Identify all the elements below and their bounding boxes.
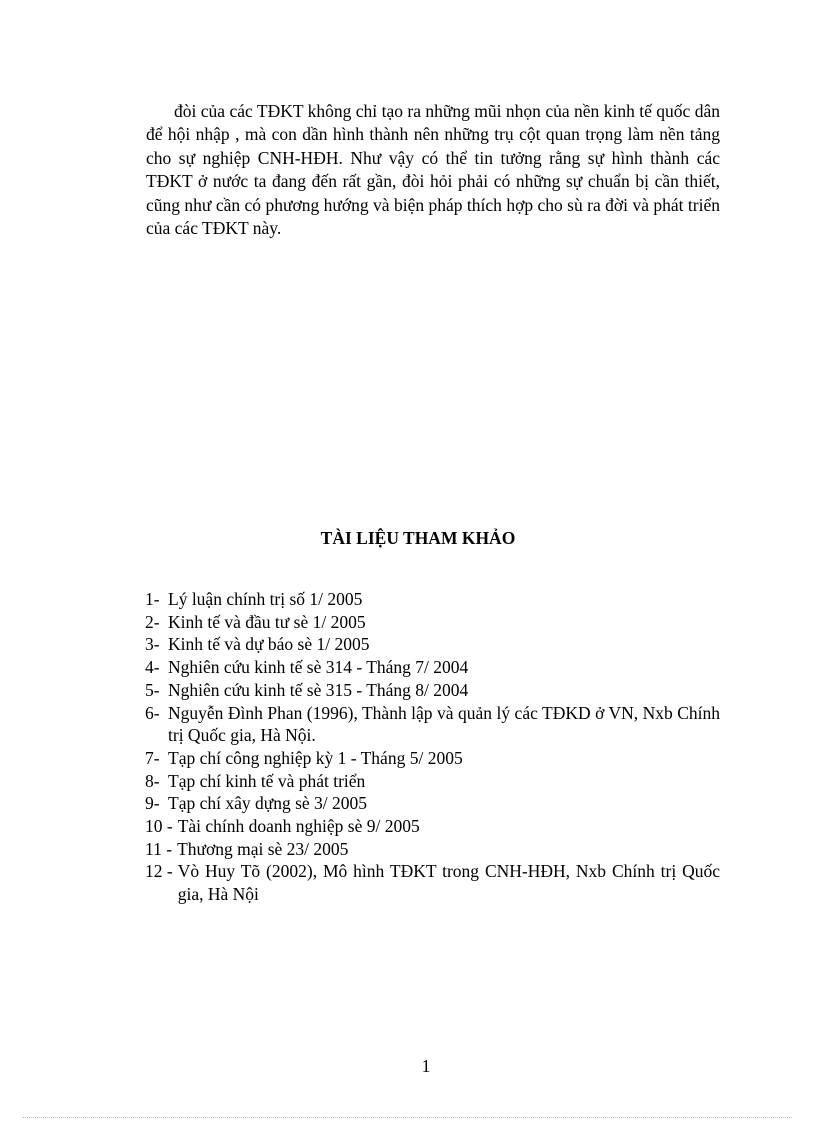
reference-number: 9- [145, 793, 160, 814]
references-title: TÀI LIỆU THAM KHẢO [320, 528, 516, 548]
references-list [145, 588, 720, 906]
reference-number: 3- [145, 634, 160, 655]
list-item [145, 611, 720, 634]
list-item [145, 770, 720, 793]
body-paragraph: đòi của các TĐKT không chỉ tạo ra những mũi nhọn của nền kinh tế quốc dân để hội nhập , mà con dần hình thành nên những trụ cột quan trọng làm nền tảng cho sự nghiệp CNH-HĐH. Như vậy có thể tin tưởng rằng sự hình thành các TĐKT ở nước ta đang đến rất gần, đòi hỏi phải có những sự chuẩn bị cần thiết, cũng như cần có phương hướng và biện pháp thích hợp cho sù ra đời và phát triển của các TĐKT này. [146, 101, 720, 239]
list-item [145, 860, 720, 905]
list-item [145, 747, 720, 770]
reference-number: 11 - [145, 838, 173, 859]
reference-number: 8- [145, 770, 160, 791]
reference-number: 2- [145, 611, 160, 632]
reference-text: Tạp chí xây dựng sè 3/ 2005 [168, 793, 368, 814]
reference-text: Tạp chí kinh tế và phát triển [168, 770, 366, 791]
list-item [145, 702, 720, 747]
reference-text: Nguyễn Đình Phan (1996), Thành lập và quản lý các TĐKD ở VN, Nxb Chính trị Quốc gia, Hà Nội. [168, 702, 720, 746]
reference-text: Tài chính doanh nghiệp sè 9/ 2005 [177, 816, 420, 837]
reference-number: 7- [145, 747, 160, 768]
reference-text: Nghiên cứu kinh tế sè 314 - Tháng 7/ 2004 [168, 657, 469, 678]
reference-text: Vò Huy Tõ (2002), Mô hình TĐKT trong CNH-HĐH, Nxb Chính trị Quốc gia, Hà Nội [177, 861, 720, 905]
reference-number: 4- [145, 657, 160, 678]
reference-number: 1- [145, 589, 160, 609]
reference-text: Tạp chí công nghiệp kỳ 1 - Tháng 5/ 2005 [168, 747, 463, 768]
page-number: 1 [421, 1056, 431, 1076]
list-item [145, 815, 720, 838]
reference-number: 5- [145, 679, 160, 700]
reference-number: 6- [145, 702, 160, 723]
list-item [145, 679, 720, 702]
reference-number: 12 - [145, 861, 173, 882]
list-item [145, 633, 720, 656]
reference-text: Kinh tế và dự báo sè 1/ 2005 [168, 634, 370, 655]
list-item [145, 792, 720, 815]
reference-text: Kinh tế và đầu tư sè 1/ 2005 [168, 611, 366, 632]
reference-text: Nghiên cứu kinh tế sè 315 - Tháng 8/ 2004 [168, 679, 469, 700]
list-item [145, 838, 720, 861]
reference-number: 10 - [145, 816, 173, 837]
reference-text: Thương mại sè 23/ 2005 [177, 838, 349, 859]
list-item [145, 656, 720, 679]
page-divider [22, 1117, 792, 1118]
reference-text: Lý luận chính trị số 1/ 2005 [168, 589, 363, 609]
list-item [145, 588, 720, 611]
